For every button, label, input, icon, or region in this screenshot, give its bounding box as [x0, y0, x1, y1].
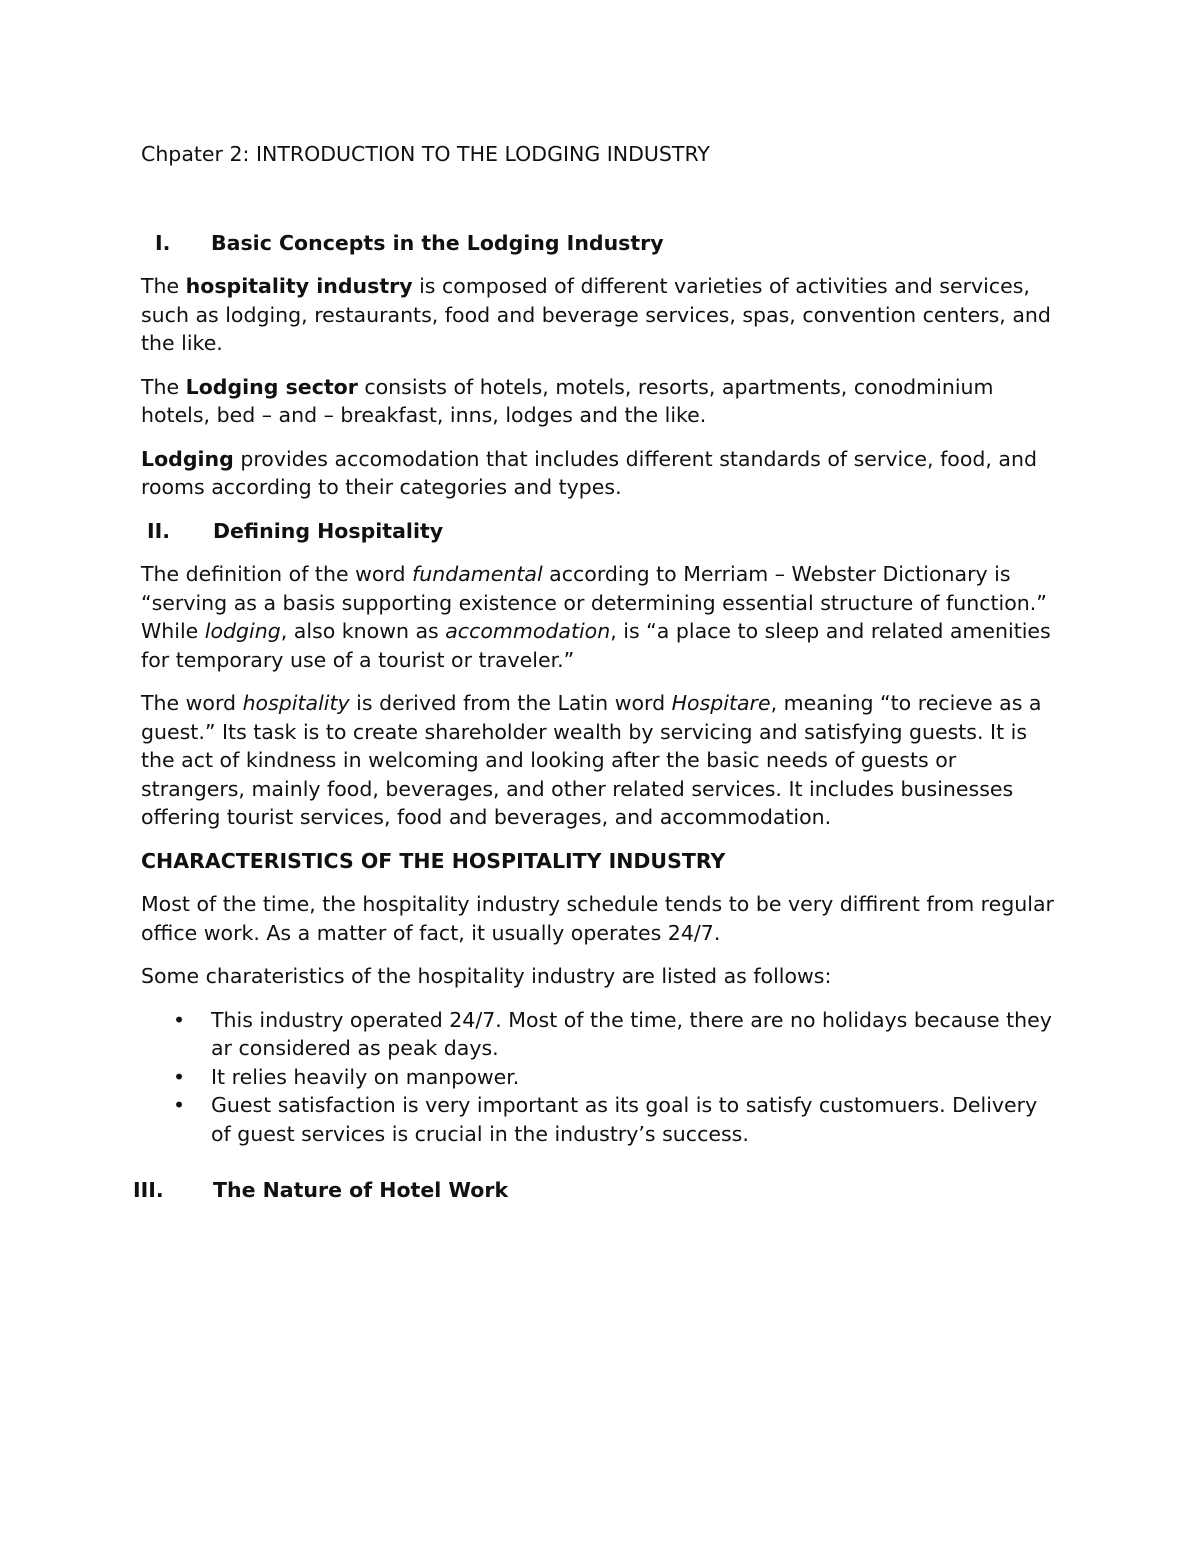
text: The word — [141, 691, 243, 715]
characteristics-heading: CHARACTERISTICS OF THE HOSPITALITY INDUSTRY — [141, 848, 726, 873]
section-heading-2 — [141, 517, 1061, 546]
section-heading-3 — [133, 1176, 1061, 1205]
section-number: III. — [133, 1178, 164, 1202]
text: The definition of the word — [141, 562, 412, 586]
text: is derived from the Latin word — [349, 691, 672, 715]
text: provides accomodation that includes different standards of service, food, and rooms according to their categories and types. — [141, 446, 1037, 499]
list-item — [141, 1006, 1061, 1063]
paragraph-lodging-sector — [141, 373, 1061, 430]
text: , is “a place to sleep and related amenities for temporary use of a tourist or traveler.” — [141, 619, 1051, 672]
chapter-title: Chpater 2: INTRODUCTION TO THE LODGING INDUSTRY — [141, 142, 710, 166]
text: The — [141, 374, 186, 399]
list-item-text: This industry operated 24/7. Most of the time, there are no holidays because they ar considered as peak days. — [211, 1007, 1052, 1060]
bold-term: hospitality industry — [185, 274, 413, 298]
italic-term: lodging — [204, 619, 281, 643]
text: , meaning “to recieve as a guest.” Its task is to create shareholder wealth by servicing and satisfying guests. It is the act of kindness in welcoming and looking after the basic needs of guests or strangers, mainly food, beverages, and other related services. It includes businesses offering tourist services, food and beverages, and accommodation. — [141, 691, 1042, 829]
italic-term: hospitality — [242, 691, 350, 715]
list-item — [141, 1063, 1061, 1092]
bold-term: Lodging sector — [185, 374, 358, 399]
text: according to Merriam – Webster Dictionary is “serving as a basis supporting existence or determining essential structure of function.” While — [141, 562, 1047, 643]
paragraph-lodging — [141, 445, 1061, 502]
list-item-text: It relies heavily on manpower. — [211, 1064, 520, 1089]
section-title: Basic Concepts in the Lodging Industry — [211, 230, 664, 255]
paragraph-characteristics-intro: Some charateristics of the hospitality industry are listed as follows: — [141, 964, 832, 988]
section-heading-1 — [139, 229, 1061, 258]
section-number: II. — [147, 518, 171, 543]
section-number: I. — [155, 230, 171, 255]
italic-term: Hospitare — [671, 691, 771, 715]
paragraph-hospitality-word — [141, 689, 1061, 832]
section-title: The Nature of Hotel Work — [213, 1178, 509, 1202]
list-item-text: Guest satisfaction is very important as its goal is to satisfy customuers. Delivery of guest services is crucial in the industry’s success. — [211, 1093, 1038, 1146]
italic-term: fundamental — [412, 562, 543, 586]
bullet-icon: • — [173, 1093, 186, 1117]
text: The — [141, 274, 186, 298]
document-body — [133, 140, 1061, 1205]
bullet-icon: • — [173, 1064, 186, 1089]
bold-term: Lodging — [141, 446, 234, 471]
italic-term: accommodation — [445, 619, 611, 643]
text: is composed of different varieties of activities and services, such as lodging, restaurants, food and beverage services, spas, convention centers, and the like. — [141, 274, 1051, 355]
paragraph-hospitality-industry — [141, 272, 1061, 358]
list-item — [141, 1091, 1061, 1148]
paragraph-schedule: Most of the time, the hospitality industry schedule tends to be very diffirent from regular office work. As a matter of fact, it usually operates 24/7. — [141, 892, 1054, 945]
section-title: Defining Hospitality — [213, 518, 444, 543]
text: consists of hotels, motels, resorts, apartments, conodminium hotels, bed – and – breakfast, inns, lodges and the like. — [141, 374, 994, 427]
paragraph-definition — [141, 560, 1061, 674]
characteristics-list — [141, 1006, 1061, 1149]
text: , also known as — [280, 619, 446, 643]
bullet-icon: • — [173, 1007, 186, 1032]
